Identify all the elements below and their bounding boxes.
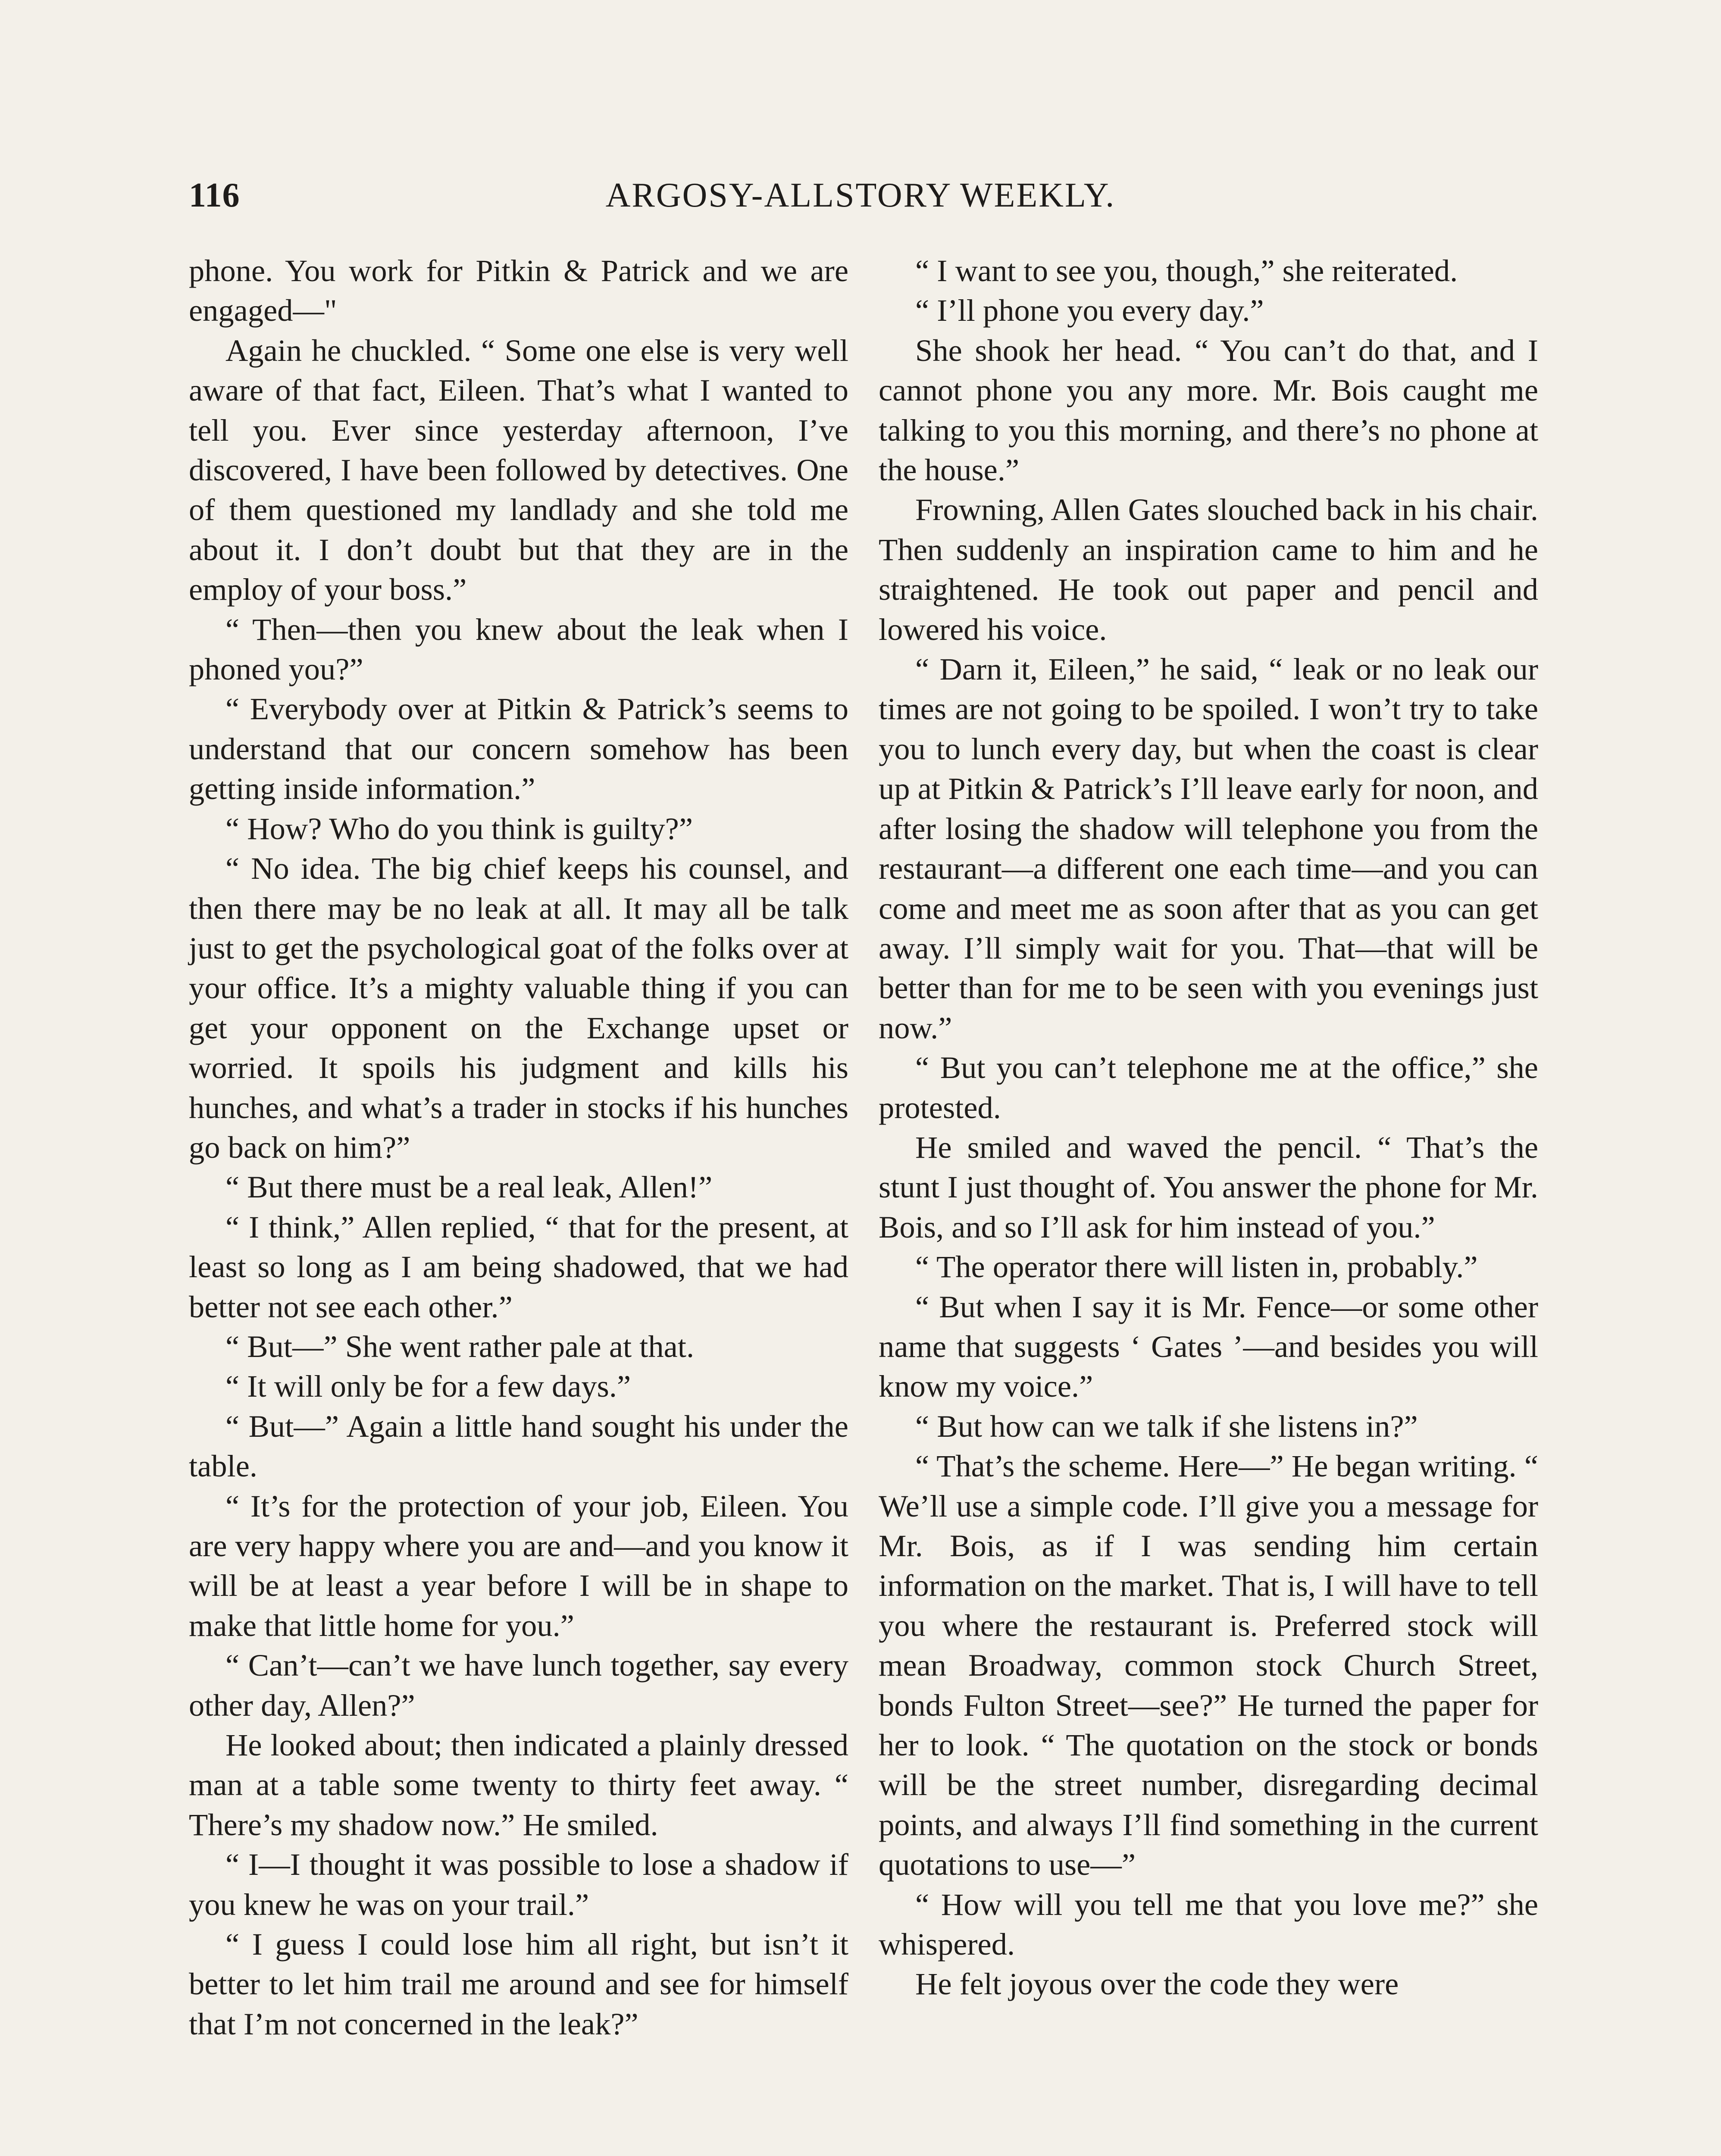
paragraph: “ I’ll phone you every day.” [915,293,1264,328]
paragraph: “ No idea. The big chief keeps his counsel, and then there may be no leak at all. It may all be talk just to get the psychological goat of the folks over at your office. It’s a mighty valuable thing if you can get your opponent on the Exchange upset or worried. It spoils his judgment and kills his hunches, and what’s a trader in stocks if his hunches go back on him?” [189,851,848,1165]
paragraph: He smiled and waved the pencil. “ That’s the stunt I just thought of. You answer the phone for Mr. Bois, and so I’ll ask for him instead of you.” [879,1129,1538,1244]
paragraph: Frowning, Allen Gates slouched back in his chair. Then suddenly an inspiration came to him and he straightened. He took out paper and pencil and lowered his voice. [879,492,1538,647]
paragraph: “ But there must be a real leak, Allen!” [225,1169,713,1205]
paragraph: “ I guess I could lose him all right, but isn’t it better to let him trail me around and see for himself that I’m not concerned in the leak?” [189,1927,848,2041]
right-column [879,251,1538,2004]
paragraph: “ I want to see you, though,” she reiterated. [915,253,1458,288]
paragraph: “ But—” She went rather pale at that. [225,1329,695,1364]
paragraph: She shook her head. “ You can’t do that, and I cannot phone you any more. Mr. Bois caught me talking to you this morning, and there’s no phone at the house.” [879,332,1538,488]
page-number: 116 [189,176,240,214]
paragraph: He looked about; then indicated a plainly dressed man at a table some twenty to thirty feet away. “ There’s my shadow now.” He smiled. [189,1727,848,1842]
paragraph: phone. You work for Pitkin & Patrick and we are engaged—" [189,253,848,328]
paragraph: “ Can’t—can’t we have lunch together, say every other day, Allen?” [189,1648,848,1723]
paragraph: “ That’s the scheme. Here—” He began writing. “ We’ll use a simple code. I’ll give you a message for Mr. Bois, as if I was sending him certain information on the market. That is, I will have to tell you where the restaurant is. Preferred stock will mean Broadway, common stock Church Street, bonds Fulton Street—see?” He turned the paper for her to look. “ The quotation on the stock or bonds will be the street number, disregarding decimal points, and always I’ll find something in the current quotations to use—” [879,1448,1538,1882]
paragraph: “ I think,” Allen replied, “ that for the present, at least so long as I am being shadowed, that we had better not see each other.” [189,1209,848,1324]
paragraph: “ But—” Again a little hand sought his under the table. [189,1408,848,1484]
paragraph: “ Darn it, Eileen,” he said, “ leak or no leak our times are not going to be spoiled. I won’t try to take you to lunch every day, but when the coast is clear up at Pitkin & Patrick’s I’ll leave early for noon, and after losing the shadow will telephone you from the restaurant—a different one each time—and you can come and meet me as soon after that as you can get away. I’ll simply wait for you. That—that will be better than for me to be seen with you evenings just now.” [879,652,1538,1045]
paragraph: “ Then—then you knew about the leak when I phoned you?” [189,611,848,687]
paragraph: “ It’s for the protection of your job, Eileen. You are very happy where you are and—and you know it will be at least a year before I will be in shape to make that little home for you.” [189,1488,848,1643]
paragraph: Again he chuckled. “ Some one else is very well aware of that fact, Eileen. That’s what I wanted to tell you. Ever since yesterday afternoon, I’ve discovered, I have been followed by detectives. One of them questioned my landlady and she told me about it. I don’t doubt but that they are in the employ of your boss.” [189,332,848,607]
paragraph: “ How? Who do you think is guilty?” [225,811,693,846]
paragraph: “ I—I thought it was possible to lose a shadow if you knew he was on your trail.” [189,1847,848,1922]
paragraph: “ But when I say it is Mr. Fence—or some other name that suggests ‘ Gates ’—and besides you will know my voice.” [879,1289,1538,1404]
paragraph: He felt joyous over the code they were [915,1966,1399,2002]
left-column [189,251,848,2044]
paragraph: “ How will you tell me that you love me?” she whispered. [879,1887,1538,1962]
running-title: ARGOSY-ALLSTORY WEEKLY. [605,176,1116,214]
paragraph: “ It will only be for a few days.” [225,1369,631,1404]
paragraph: “ The operator there will listen in, probably.” [915,1249,1478,1285]
paragraph: “ But you can’t telephone me at the office,” she protested. [879,1050,1538,1125]
paragraph: “ Everybody over at Pitkin & Patrick’s seems to understand that our concern somehow has been getting inside information.” [189,691,848,806]
paragraph: “ But how can we talk if she listens in?” [915,1408,1418,1444]
